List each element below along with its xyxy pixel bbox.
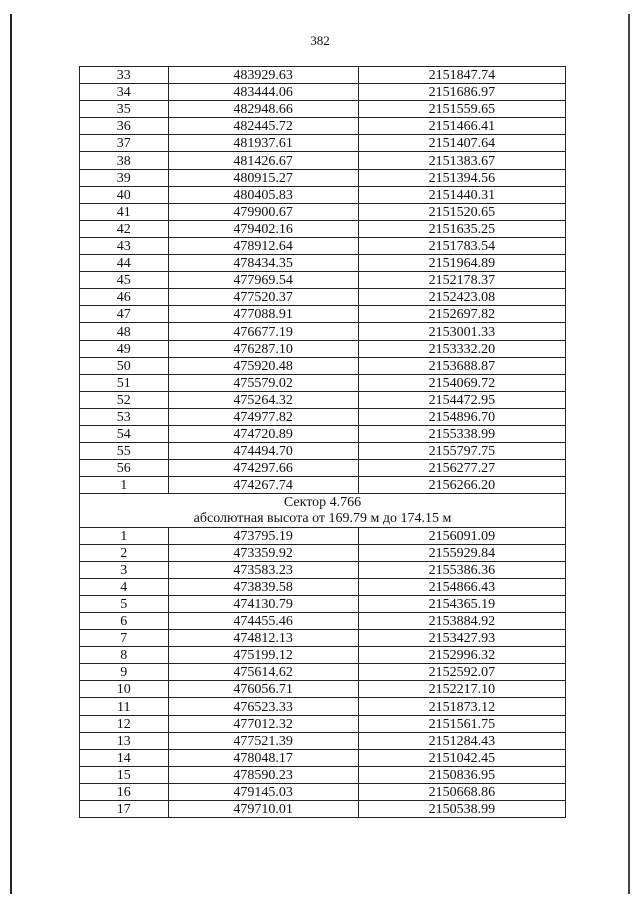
table-row	[80, 681, 566, 698]
y-coordinate-cell: 2150836.95	[358, 766, 565, 783]
y-coordinate-cell: 2151407.64	[358, 135, 565, 152]
sector-height: абсолютная высота от 169.79 м до 174.15 м	[80, 510, 566, 527]
x-coordinate-cell: 474267.74	[168, 477, 358, 494]
point-number-cell: 1	[80, 527, 169, 544]
x-coordinate-cell: 473359.92	[168, 544, 358, 561]
point-number-cell: 55	[80, 443, 169, 460]
x-coordinate-cell: 474494.70	[168, 443, 358, 460]
table-row	[80, 67, 566, 84]
table-row	[80, 186, 566, 203]
y-coordinate-cell: 2152996.32	[358, 647, 565, 664]
x-coordinate-cell: 473839.58	[168, 578, 358, 595]
table-row	[80, 357, 566, 374]
point-number-cell: 36	[80, 118, 169, 135]
table-row	[80, 289, 566, 306]
y-coordinate-cell: 2151383.67	[358, 152, 565, 169]
y-coordinate-cell: 2154866.43	[358, 578, 565, 595]
x-coordinate-cell: 478912.64	[168, 237, 358, 254]
y-coordinate-cell: 2151873.12	[358, 698, 565, 715]
point-number-cell: 39	[80, 169, 169, 186]
x-coordinate-cell: 479710.01	[168, 801, 358, 818]
x-coordinate-cell: 477088.91	[168, 306, 358, 323]
table-row	[80, 84, 566, 101]
point-number-cell: 44	[80, 255, 169, 272]
x-coordinate-cell: 475199.12	[168, 647, 358, 664]
x-coordinate-cell: 475920.48	[168, 357, 358, 374]
table-row	[80, 101, 566, 118]
y-coordinate-cell: 2151559.65	[358, 101, 565, 118]
x-coordinate-cell: 476523.33	[168, 698, 358, 715]
x-coordinate-cell: 475264.32	[168, 391, 358, 408]
point-number-cell: 13	[80, 732, 169, 749]
point-number-cell: 34	[80, 84, 169, 101]
y-coordinate-cell: 2153427.93	[358, 630, 565, 647]
y-coordinate-cell: 2155386.36	[358, 561, 565, 578]
x-coordinate-cell: 474720.89	[168, 425, 358, 442]
point-number-cell: 5	[80, 595, 169, 612]
y-coordinate-cell: 2154069.72	[358, 374, 565, 391]
x-coordinate-cell: 479402.16	[168, 220, 358, 237]
point-number-cell: 15	[80, 766, 169, 783]
x-coordinate-cell: 482948.66	[168, 101, 358, 118]
point-number-cell: 11	[80, 698, 169, 715]
point-number-cell: 37	[80, 135, 169, 152]
table-row	[80, 135, 566, 152]
x-coordinate-cell: 480915.27	[168, 169, 358, 186]
y-coordinate-cell: 2151964.89	[358, 255, 565, 272]
y-coordinate-cell: 2156266.20	[358, 477, 565, 494]
y-coordinate-cell: 2152697.82	[358, 306, 565, 323]
x-coordinate-cell: 473795.19	[168, 527, 358, 544]
table-row	[80, 391, 566, 408]
point-number-cell: 53	[80, 408, 169, 425]
point-number-cell: 51	[80, 374, 169, 391]
page-number: 382	[310, 33, 330, 48]
table-section-previous	[80, 67, 566, 494]
x-coordinate-cell: 483929.63	[168, 67, 358, 84]
point-number-cell: 8	[80, 647, 169, 664]
y-coordinate-cell: 2151520.65	[358, 203, 565, 220]
y-coordinate-cell: 2151847.74	[358, 67, 565, 84]
table-row	[80, 578, 566, 595]
y-coordinate-cell: 2151284.43	[358, 732, 565, 749]
point-number-cell: 3	[80, 561, 169, 578]
y-coordinate-cell: 2156091.09	[358, 527, 565, 544]
table-row	[80, 340, 566, 357]
table-row	[80, 237, 566, 254]
y-coordinate-cell: 2153688.87	[358, 357, 565, 374]
table-row	[80, 306, 566, 323]
y-coordinate-cell: 2153332.20	[358, 340, 565, 357]
table-row	[80, 630, 566, 647]
x-coordinate-cell: 478434.35	[168, 255, 358, 272]
y-coordinate-cell: 2154472.95	[358, 391, 565, 408]
table-row	[80, 647, 566, 664]
point-number-cell: 2	[80, 544, 169, 561]
point-number-cell: 4	[80, 578, 169, 595]
point-number-cell: 48	[80, 323, 169, 340]
x-coordinate-cell: 480405.83	[168, 186, 358, 203]
point-number-cell: 14	[80, 749, 169, 766]
point-number-cell: 43	[80, 237, 169, 254]
table-row	[80, 255, 566, 272]
x-coordinate-cell: 477521.39	[168, 732, 358, 749]
point-number-cell: 54	[80, 425, 169, 442]
table-row	[80, 272, 566, 289]
table-row	[80, 732, 566, 749]
point-number-cell: 50	[80, 357, 169, 374]
y-coordinate-cell: 2154896.70	[358, 408, 565, 425]
sector-title-row	[80, 494, 566, 511]
y-coordinate-cell: 2151042.45	[358, 749, 565, 766]
table-row	[80, 561, 566, 578]
x-coordinate-cell: 479900.67	[168, 203, 358, 220]
table-row	[80, 460, 566, 477]
table-row	[80, 801, 566, 818]
y-coordinate-cell: 2151686.97	[358, 84, 565, 101]
table-row	[80, 169, 566, 186]
table-row	[80, 613, 566, 630]
table-row	[80, 715, 566, 732]
x-coordinate-cell: 479145.03	[168, 783, 358, 800]
x-coordinate-cell: 474130.79	[168, 595, 358, 612]
y-coordinate-cell: 2151783.54	[358, 237, 565, 254]
y-coordinate-cell: 2156277.27	[358, 460, 565, 477]
point-number-cell: 12	[80, 715, 169, 732]
table-row	[80, 408, 566, 425]
table-row	[80, 595, 566, 612]
y-coordinate-cell: 2150538.99	[358, 801, 565, 818]
y-coordinate-cell: 2152217.10	[358, 681, 565, 698]
point-number-cell: 42	[80, 220, 169, 237]
x-coordinate-cell: 474977.82	[168, 408, 358, 425]
x-coordinate-cell: 477969.54	[168, 272, 358, 289]
y-coordinate-cell: 2152592.07	[358, 664, 565, 681]
coordinates-table	[79, 66, 566, 818]
y-coordinate-cell: 2153001.33	[358, 323, 565, 340]
x-coordinate-cell: 473583.23	[168, 561, 358, 578]
x-coordinate-cell: 482445.72	[168, 118, 358, 135]
y-coordinate-cell: 2150668.86	[358, 783, 565, 800]
point-number-cell: 7	[80, 630, 169, 647]
point-number-cell: 52	[80, 391, 169, 408]
table-row	[80, 425, 566, 442]
y-coordinate-cell: 2151440.31	[358, 186, 565, 203]
y-coordinate-cell: 2155797.75	[358, 443, 565, 460]
y-coordinate-cell: 2151466.41	[358, 118, 565, 135]
x-coordinate-cell: 477520.37	[168, 289, 358, 306]
table-row	[80, 118, 566, 135]
point-number-cell: 38	[80, 152, 169, 169]
point-number-cell: 10	[80, 681, 169, 698]
x-coordinate-cell: 476287.10	[168, 340, 358, 357]
table-row	[80, 698, 566, 715]
table-row	[80, 443, 566, 460]
table-row	[80, 527, 566, 544]
table-row	[80, 203, 566, 220]
y-coordinate-cell: 2154365.19	[358, 595, 565, 612]
sector-header	[80, 494, 566, 527]
y-coordinate-cell: 2151561.75	[358, 715, 565, 732]
table-row	[80, 749, 566, 766]
x-coordinate-cell: 478590.23	[168, 766, 358, 783]
y-coordinate-cell: 2153884.92	[358, 613, 565, 630]
x-coordinate-cell: 474297.66	[168, 460, 358, 477]
point-number-cell: 35	[80, 101, 169, 118]
sector-height-row	[80, 510, 566, 527]
point-number-cell: 41	[80, 203, 169, 220]
table-row	[80, 544, 566, 561]
table-row	[80, 783, 566, 800]
x-coordinate-cell: 475614.62	[168, 664, 358, 681]
table-section-sector	[80, 527, 566, 818]
point-number-cell: 45	[80, 272, 169, 289]
table-row	[80, 766, 566, 783]
x-coordinate-cell: 481426.67	[168, 152, 358, 169]
x-coordinate-cell: 476056.71	[168, 681, 358, 698]
y-coordinate-cell: 2151394.56	[358, 169, 565, 186]
point-number-cell: 17	[80, 801, 169, 818]
point-number-cell: 6	[80, 613, 169, 630]
point-number-cell: 16	[80, 783, 169, 800]
x-coordinate-cell: 476677.19	[168, 323, 358, 340]
table-row	[80, 664, 566, 681]
point-number-cell: 40	[80, 186, 169, 203]
x-coordinate-cell: 481937.61	[168, 135, 358, 152]
point-number-cell: 9	[80, 664, 169, 681]
sector-title: Сектор 4.766	[80, 494, 566, 511]
table-row	[80, 477, 566, 494]
point-number-cell: 33	[80, 67, 169, 84]
point-number-cell: 1	[80, 477, 169, 494]
x-coordinate-cell: 478048.17	[168, 749, 358, 766]
y-coordinate-cell: 2151635.25	[358, 220, 565, 237]
x-coordinate-cell: 474812.13	[168, 630, 358, 647]
y-coordinate-cell: 2152423.08	[358, 289, 565, 306]
x-coordinate-cell: 474455.46	[168, 613, 358, 630]
y-coordinate-cell: 2155929.84	[358, 544, 565, 561]
point-number-cell: 46	[80, 289, 169, 306]
x-coordinate-cell: 475579.02	[168, 374, 358, 391]
x-coordinate-cell: 483444.06	[168, 84, 358, 101]
y-coordinate-cell: 2152178.37	[358, 272, 565, 289]
point-number-cell: 56	[80, 460, 169, 477]
table-row	[80, 152, 566, 169]
point-number-cell: 47	[80, 306, 169, 323]
table-row	[80, 374, 566, 391]
x-coordinate-cell: 477012.32	[168, 715, 358, 732]
table-row	[80, 220, 566, 237]
y-coordinate-cell: 2155338.99	[358, 425, 565, 442]
point-number-cell: 49	[80, 340, 169, 357]
table-row	[80, 323, 566, 340]
